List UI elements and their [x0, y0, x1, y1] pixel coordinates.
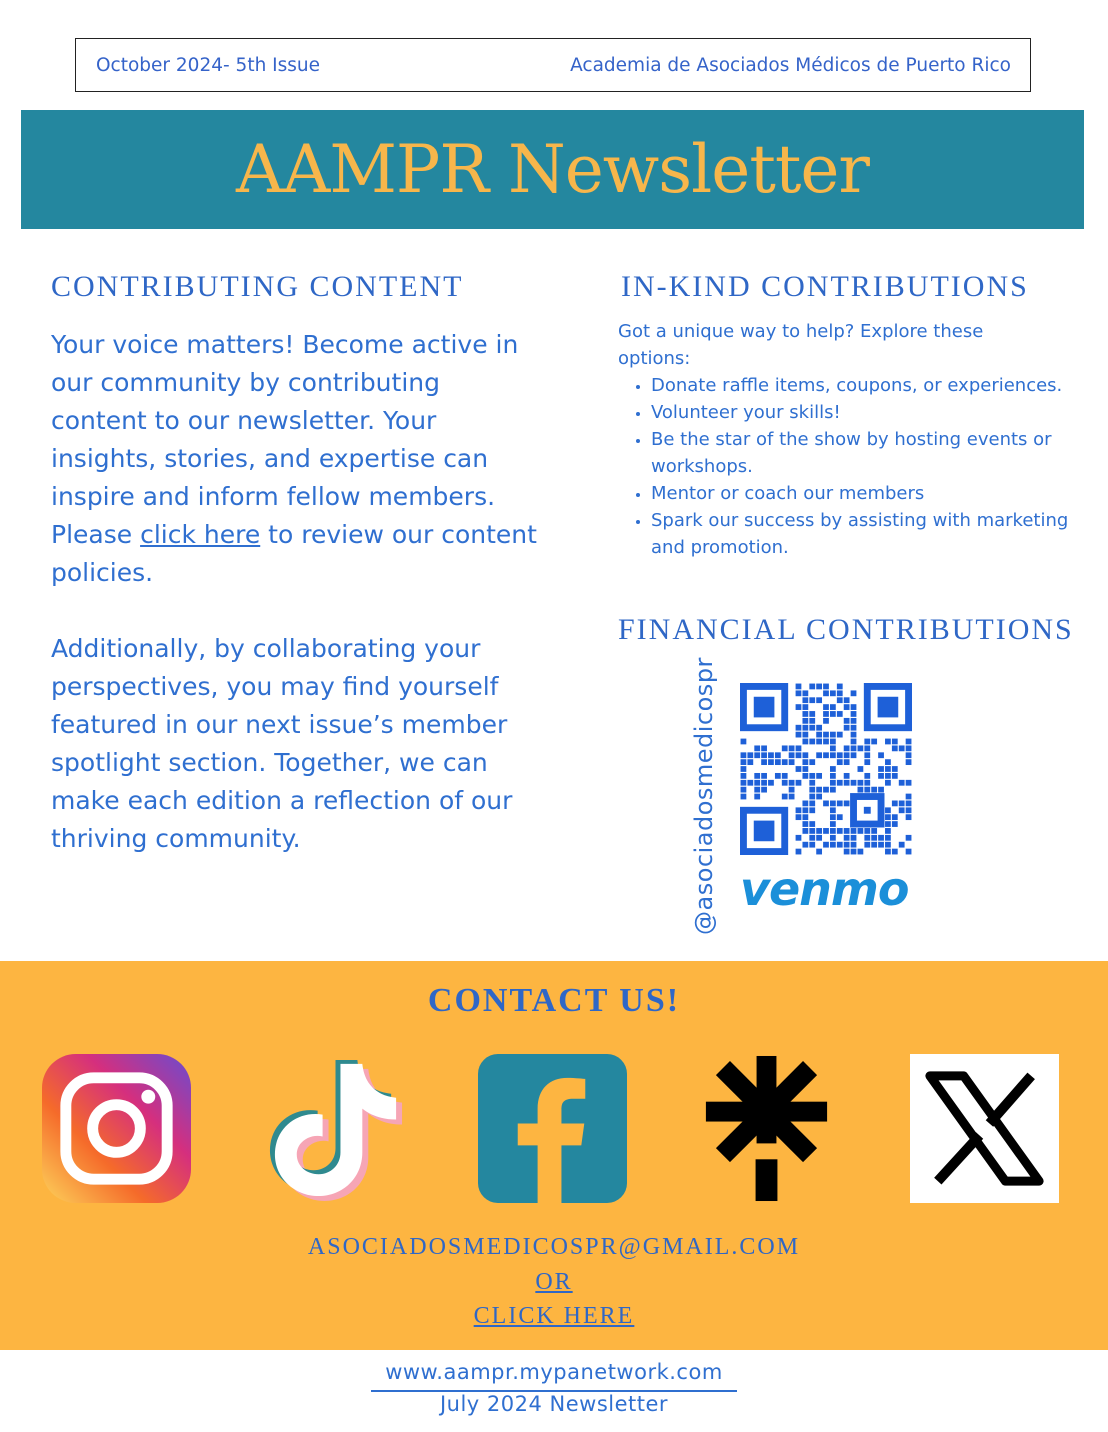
list-item: • Spark our success by assisting with marketing and promotion. — [651, 507, 1091, 561]
contributing-paragraph-1 — [51, 326, 541, 592]
contributing-heading: CONTRIBUTING CONTENT — [51, 270, 464, 303]
contact-email[interactable]: ASOCIADOSMEDICOSPR@GMAIL.COM — [307, 1234, 801, 1260]
inkind-heading: IN-KIND CONTRIBUTIONS — [621, 270, 1029, 303]
contact-heading: CONTACT US! — [427, 982, 681, 1019]
issue-label: October 2024- 5th Issue — [96, 54, 321, 76]
inkind-intro: Got a unique way to help? Explore these options: — [618, 321, 984, 369]
venmo-qr-code[interactable] — [740, 683, 912, 855]
linktree-icon[interactable] — [692, 1054, 841, 1203]
issue-header — [75, 38, 1031, 92]
instagram-icon[interactable] — [42, 1054, 191, 1203]
list-item: • Donate raffle items, coupons, or experiences. — [651, 372, 1091, 399]
list-item: • Be the star of the show by hosting events or workshops. — [651, 426, 1091, 480]
list-item: • Volunteer your skills! — [651, 399, 1091, 426]
contributing-paragraph-2: Additionally, by collaborating your perspectives, you may find yourself featured in our next issue’s member spotlight section. Together, we can make each edition a reflection of our thriving community. — [51, 634, 513, 853]
footer-subtitle: July 2024 Newsletter — [439, 1392, 669, 1416]
tiktok-icon[interactable] — [261, 1054, 410, 1203]
website-link[interactable]: www.aampr.mypanetwork.com — [385, 1360, 723, 1384]
contributing-body — [51, 326, 541, 858]
venmo-handle: @asociadosmedicospr — [690, 657, 718, 935]
facebook-icon[interactable] — [478, 1054, 627, 1203]
paragraph-text: Your voice matters! Become active in our community by contributing content to our newsletter. Your insights, stories, and expertise can inspire and inform fellow members. Please — [51, 330, 519, 549]
newsletter-title: AAMPR Newsletter — [236, 131, 869, 208]
content-policies-link[interactable]: click here — [140, 520, 261, 549]
organization-name: Academia de Asociados Médicos de Puerto Rico — [570, 54, 1011, 76]
paragraph-text: to review our content policies. — [51, 520, 537, 587]
financial-heading: FINANCIAL CONTRIBUTIONS — [618, 613, 1074, 646]
list-item: • Mentor or coach our members — [651, 480, 1091, 507]
venmo-logo: venmo — [740, 862, 909, 916]
contact-click-here-link[interactable]: CLICK HERE — [473, 1303, 635, 1329]
title-banner — [21, 110, 1084, 229]
x-icon[interactable] — [910, 1054, 1059, 1203]
inkind-list — [618, 372, 1091, 561]
contact-or: OR — [535, 1269, 573, 1295]
